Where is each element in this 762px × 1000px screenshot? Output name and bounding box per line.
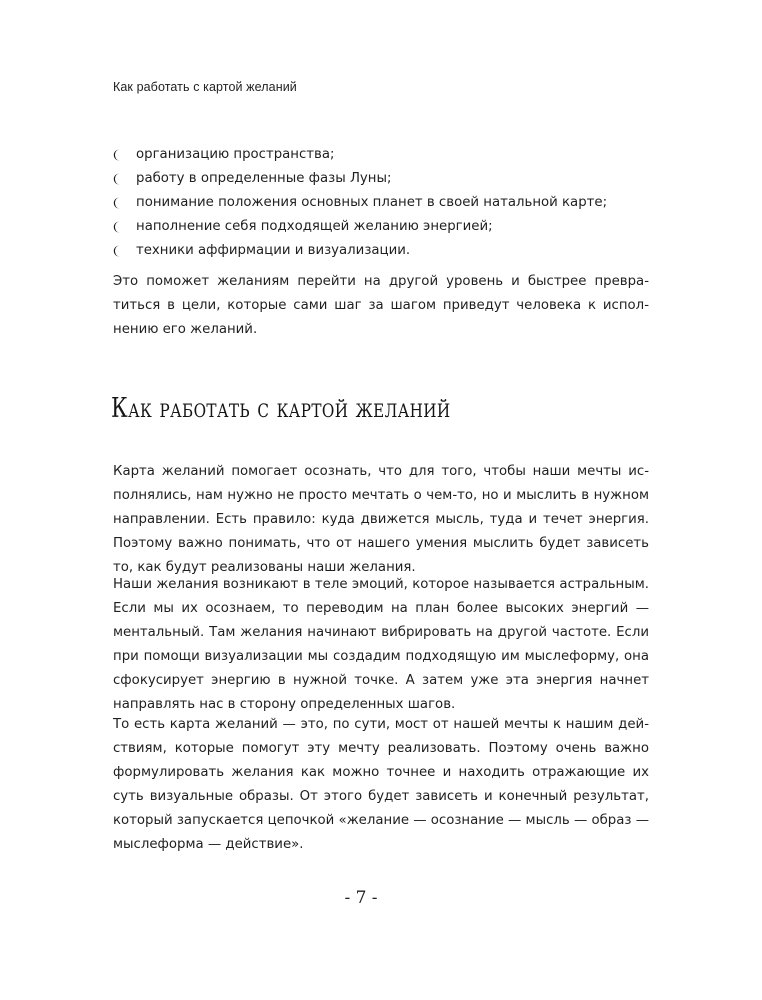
bullet-list: [113, 143, 653, 263]
list-item: [113, 215, 653, 239]
list-item: [113, 191, 653, 215]
crescent-moon-icon: [113, 215, 136, 239]
body-paragraph: То есть карта желаний — это, по сути, мост от нашей мечты к нашим действиям, которые помогут эту мечту реализовать. Поэтому очень важно формулировать желания как можно точнее и находить отражающие их суть визуальные образы. От этого будет зависеть и конечный результат, который запускается цепочкой «желание — осознание — мысль — образ — мыслеформа — действие».: [113, 717, 649, 853]
intro-paragraph: Это поможет желаниям перейти на другой уровень и быстрее превратиться в цели, которые сами шаг за шагом приведут человека к исполнению его желаний.: [113, 274, 649, 338]
section-title: Как работать с картой желаний: [111, 393, 451, 424]
bullet-text: наполнение себя подходящей желанию энергией;: [136, 219, 493, 234]
page-number: - 7 -: [344, 888, 378, 908]
running-header: Как работать с картой желаний: [113, 80, 297, 94]
bullet-text: работу в определенные фазы Луны;: [136, 171, 392, 186]
crescent-moon-icon: [113, 167, 136, 191]
crescent-moon-icon: [113, 143, 136, 167]
crescent-moon-icon: [113, 191, 136, 215]
list-item: [113, 239, 653, 263]
body-paragraph: Наши желания возникают в теле эмоций, которое называется астральным. Если мы их осознаем, то переводим на план более высоких энергий — ментальный. Там желания начинают вибрировать на другой частоте. Если при помощи визуализации мы создадим подходящую им мыслеформу, она сфокусирует энергию в нужной точке. А затем уже эта энергия начнет направлять нас в сторону определенных шагов.: [113, 577, 649, 713]
crescent-moon-icon: [113, 239, 136, 263]
body-paragraph: Карта желаний помогает осознать, что для того, чтобы наши мечты исполнялись, нам нужно не просто мечтать о чем-то, но и мыслить в нужном направлении. Есть правило: куда движется мысль, туда и течет энергия. Поэтому важно понимать, что от нашего умения мыслить будет зависеть то, как будут реализованы наши желания.: [113, 464, 649, 576]
bullet-text: организацию пространства;: [136, 147, 335, 162]
bullet-text: понимание положения основных планет в своей натальной карте;: [136, 195, 608, 210]
list-item: [113, 167, 653, 191]
list-item: [113, 143, 653, 167]
bullet-text: техники аффирмации и визуализации.: [136, 243, 411, 258]
